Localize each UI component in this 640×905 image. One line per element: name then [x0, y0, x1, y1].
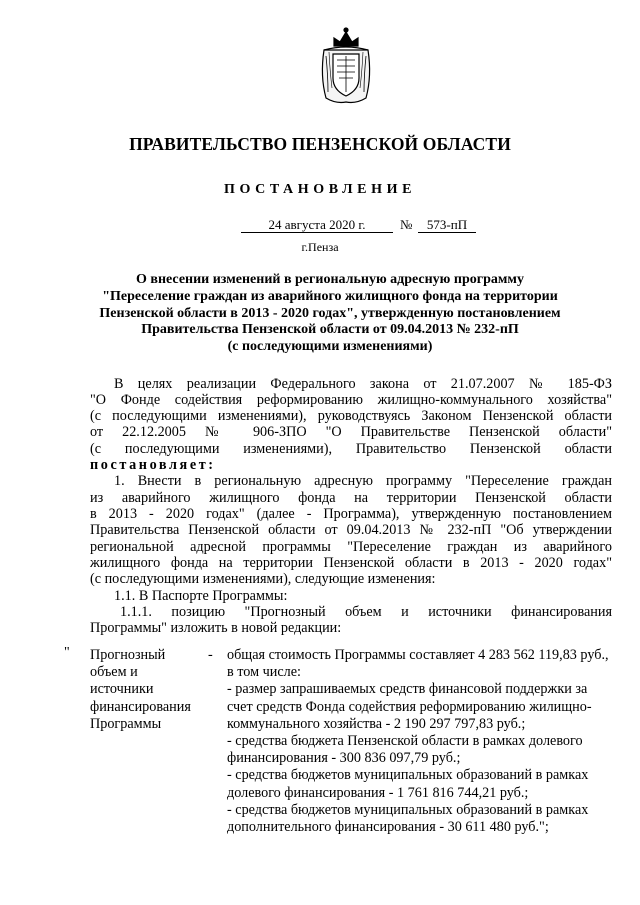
body-line: 1.1. В Паспорте Программы: [114, 588, 288, 604]
body-line: (с последующими изменениями), Правительство Пензенской области [90, 441, 612, 457]
value-line: - размер запрашиваемых средств финансовой поддержки за [227, 681, 588, 698]
document-type: ПОСТАНОВЛЕНИЕ [223, 182, 417, 197]
body-line: "О Фонде содействия реформированию жилищно-коммунального хозяйства" [90, 392, 612, 408]
government-name: ПРАВИТЕЛЬСТВО ПЕНЗЕНСКОЙ ОБЛАСТИ [129, 134, 511, 154]
body-line: Программы" изложить в новой редакции: [90, 620, 342, 636]
decree-date: 24 августа 2020 г. [241, 218, 393, 233]
label-line: Прогнозный [90, 647, 166, 663]
title-line: Пензенской области в 2013 - 2020 годах", утвержденную постановлением [99, 305, 561, 321]
value-line: финансирования - 300 836 097,79 руб.; [227, 750, 461, 767]
value-line: - средства бюджетов муниципальных образований в рамках [227, 801, 589, 818]
financing-value-cell [227, 647, 612, 836]
label-line: объем и [90, 664, 138, 681]
body-line: от 22.12.2005 № 906-ЗПО "О Правительстве Пензенской области" [90, 424, 612, 440]
city-name: г.Пенза [301, 240, 339, 254]
body-line: жилищного фонда на территории Пензенской области в 2013 - 2020 годах" [90, 555, 612, 571]
body-line: (с последующими изменениями), следующие изменения: [90, 571, 436, 587]
label-line: финансирования [90, 698, 191, 715]
financing-label-cell [90, 647, 200, 733]
title-line: (с последующими изменениями) [227, 339, 433, 355]
value-line: - средства бюджетов муниципальных образований в рамках [227, 767, 589, 784]
number-sign: № [400, 217, 413, 232]
value-line: долевого финансирования - 1 761 816 744,21 руб.; [227, 784, 529, 801]
value-line: - средства бюджета Пензенской области в рамках долевого [227, 733, 583, 750]
body-line: (с последующими изменениями), руководствуясь Законом Пензенской области [90, 408, 612, 424]
decree-word-postanovlyaet: постановляет: [90, 457, 216, 473]
value-line: общая стоимость Программы составляет 4 283 562 119,83 руб., [227, 647, 609, 663]
body-line: 1.1.1. позицию "Прогнозный объем и источники финансирования [120, 604, 612, 620]
value-line: в том числе: [227, 664, 301, 681]
title-line: "Переселение граждан из аварийного жилищного фонда на территории [102, 288, 558, 304]
title-line: О внесении изменений в региональную адресную программу [136, 272, 524, 287]
value-line: дополнительного финансирования - 30 611 480 руб."; [227, 819, 549, 836]
value-line: коммунального хозяйства - 2 190 297 797,83 руб.; [227, 715, 526, 732]
coat-of-arms-emblem [318, 26, 374, 106]
separator-dash: - [208, 647, 213, 663]
body-line: 1. Внести в региональную адресную программу "Переселение граждан [114, 473, 612, 489]
body-line: региональной адресной программы "Переселение граждан из аварийного [90, 539, 612, 555]
decree-number: 573-пП [418, 218, 476, 233]
decree-title [90, 272, 570, 356]
title-line: Правительства Пензенской области от 09.04.2013 № 232-пП [141, 322, 519, 338]
open-quote: " [64, 645, 70, 660]
value-line: счет средств Фонда содействия реформированию жилищно- [227, 698, 592, 715]
body-line: в 2013 - 2020 годах" (далее - Программа), утвержденную постановлением [90, 506, 612, 522]
body-line: В целях реализации Федерального закона от 21.07.2007 № 185-ФЗ [114, 376, 612, 392]
label-line: Программы [90, 715, 162, 732]
body-line: Правительства Пензенской области от 09.04.2013 № 232-пП "Об утверждении [90, 522, 612, 538]
body-line: из аварийного жилищного фонда на территории Пензенской области [90, 490, 612, 506]
label-line: источники [90, 681, 154, 698]
